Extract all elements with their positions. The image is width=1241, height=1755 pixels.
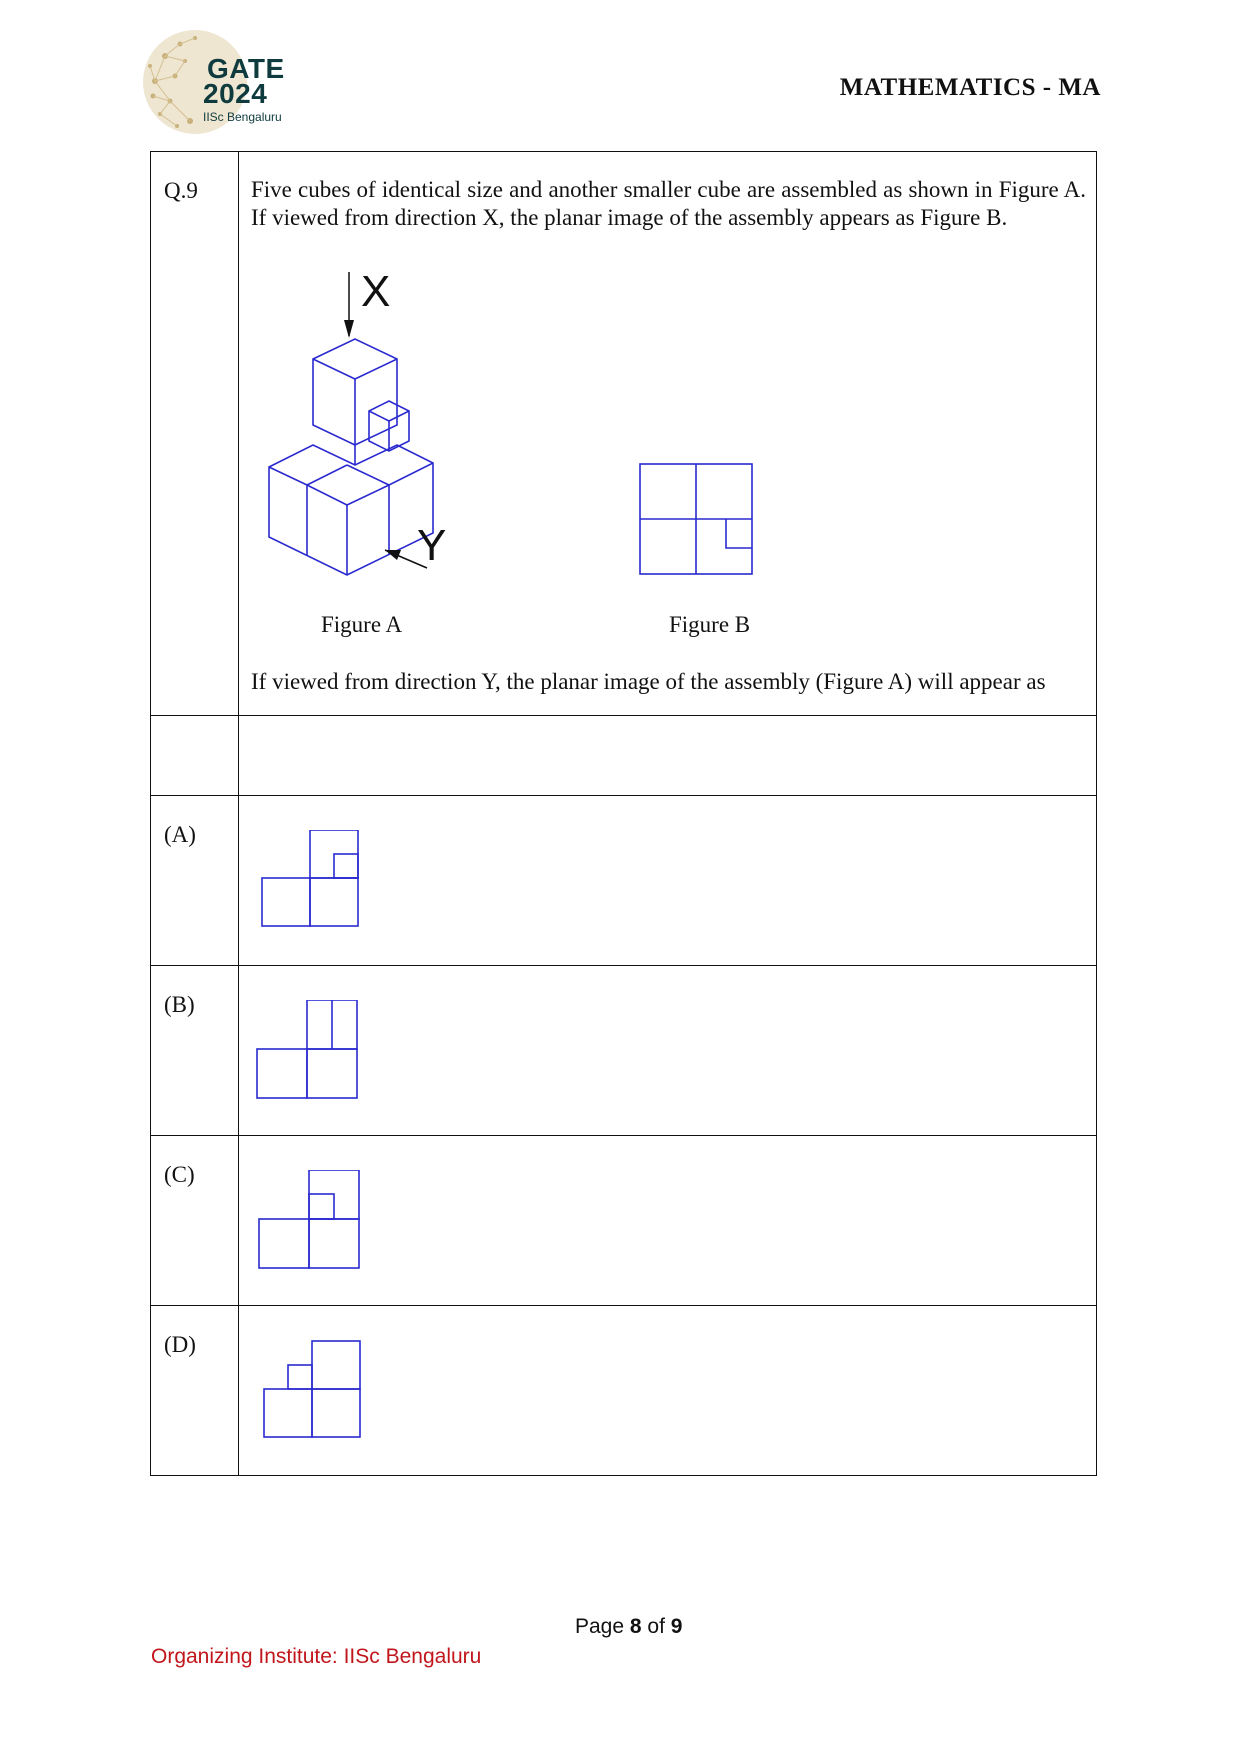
- option-label: [151, 1136, 239, 1306]
- spacer-row: [151, 716, 1097, 796]
- option-c-figure: [239, 1136, 1097, 1306]
- option-c-view: [258, 1170, 378, 1300]
- spacer-cell: [239, 716, 1097, 796]
- spacer-cell: [151, 716, 239, 796]
- page-prefix: Page: [575, 1615, 630, 1638]
- figure-b-view: [640, 464, 752, 574]
- paper-subject: MATHEMATICS - MA: [839, 74, 1101, 101]
- logo-year: 2024: [203, 78, 268, 109]
- question-body: [239, 152, 1097, 716]
- figure-a-b-drawing: [251, 232, 1091, 667]
- logo-institute: IISc Bengaluru: [203, 110, 282, 124]
- arrow-x-label: X: [361, 267, 391, 316]
- figure-b-caption: Figure B: [669, 612, 751, 637]
- question-table: [150, 151, 1097, 1476]
- figure-a-cubes: [269, 339, 433, 575]
- option-a-label: (A): [164, 822, 196, 847]
- option-b-view: [256, 1000, 376, 1130]
- option-b-figure: [239, 966, 1097, 1136]
- figure-a-caption: Figure A: [321, 612, 403, 637]
- question-figures: [251, 232, 1086, 667]
- option-row: [151, 1306, 1097, 1476]
- page-mid: of: [641, 1615, 671, 1638]
- arrow-y-icon: [385, 521, 446, 570]
- question-row: [151, 152, 1097, 716]
- option-row: [151, 1136, 1097, 1306]
- question-number: Q.9: [151, 152, 239, 716]
- option-row: [151, 796, 1097, 966]
- option-b-label: (B): [164, 992, 195, 1017]
- option-c-label: (C): [164, 1162, 195, 1187]
- arrow-y-label: Y: [417, 521, 447, 570]
- option-d-figure: [239, 1306, 1097, 1476]
- option-label: [151, 1306, 239, 1476]
- option-d-label: (D): [164, 1332, 196, 1357]
- page-total: 9: [670, 1615, 683, 1638]
- page-number: [575, 1615, 682, 1639]
- question-text: Five cubes of identical size and another smaller cube are assembled as shown in Figure A. If viewed from direction X, the planar image of the assembly appears as Figure B.: [251, 177, 1086, 230]
- logo-title: GATE: [207, 53, 285, 84]
- option-label: [151, 966, 239, 1136]
- arrow-x-icon: [344, 267, 390, 338]
- question-follow-up: If viewed from direction Y, the planar image of the assembly (Figure A) will appear as: [251, 669, 1046, 694]
- option-row: [151, 966, 1097, 1136]
- page-current: 8: [629, 1615, 642, 1638]
- option-label: [151, 796, 239, 966]
- organizing-institute: Organizing Institute: IISc Bengaluru: [151, 1645, 482, 1668]
- option-a-view: [261, 830, 381, 960]
- option-a-figure: [239, 796, 1097, 966]
- gate-logo: [135, 26, 295, 138]
- option-d-view: [263, 1340, 383, 1470]
